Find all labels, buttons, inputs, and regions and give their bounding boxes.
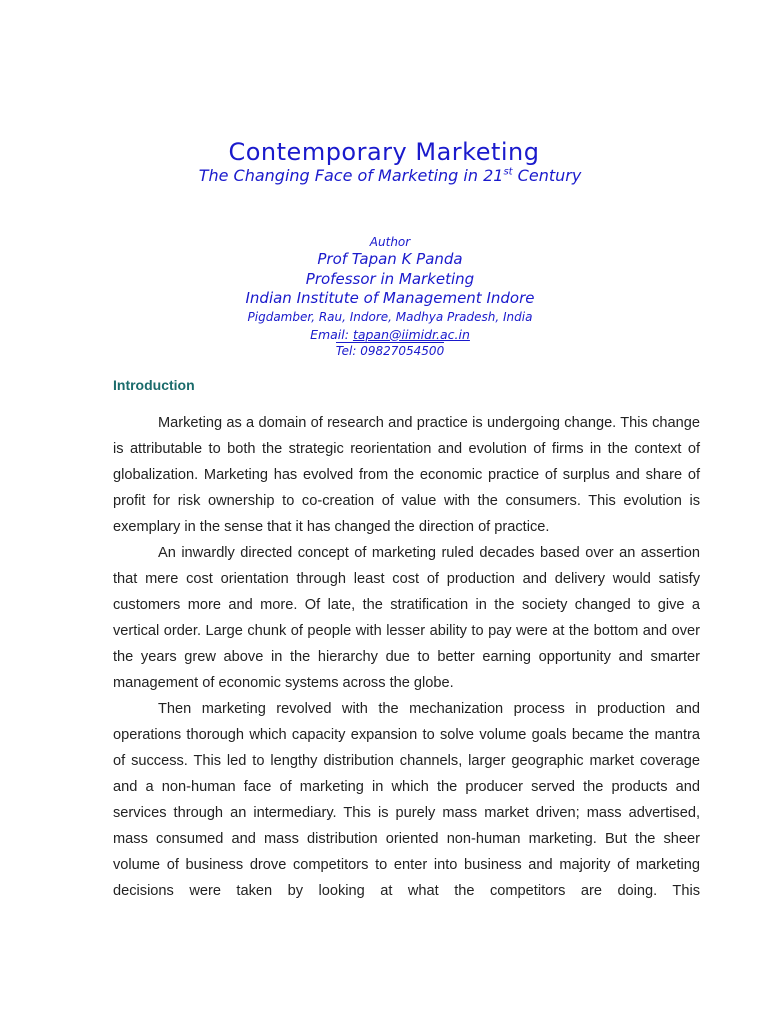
author-address: Pigdamber, Rau, Indore, Madhya Pradesh, India [247, 309, 533, 324]
author-block [0, 234, 768, 360]
subtitle-suffix: Century [512, 166, 582, 185]
section-heading-introduction: Introduction [113, 377, 195, 393]
author-telephone [0, 343, 768, 360]
paragraph: Then marketing revolved with the mechanization process in production and operations thorough which capacity expansion to solve volume goals became the mantra of success. This led to lengthy distribution channels, larger geographic market coverage and a non-human face of marketing in which the producer served the products and services through an intermediary. This is purely mass market driven; mass advertised, mass consumed and mass distribution oriented non-human marketing. But the sheer volume of business drove competitors to enter into business and majority of marketing decisions were taken by looking at what the competitors are doing. This [113, 701, 700, 899]
author-label: Author [369, 235, 411, 249]
subtitle-superscript: st [503, 166, 513, 178]
author-name: Prof Tapan K Panda [317, 250, 463, 268]
author-role: Professor in Marketing [305, 269, 475, 288]
telephone-text: Tel: 09827054500 [335, 343, 445, 358]
paragraph: Marketing as a domain of research and practice is undergoing change. This change is attributable to both the strategic reorientation and evolution of firms in the context of globalization. Marketing has evolved from the economic practice of surplus and share of profit for risk ownership to co-creation of value with the consumers. This evolution is exemplary in the sense that it has changed the direction of practice. [113, 415, 700, 535]
body-text [113, 410, 700, 904]
subtitle-prefix: The Changing Face of Marketing in 21 [198, 166, 504, 185]
email-label: Email: [310, 326, 353, 342]
author-email-line [0, 326, 768, 343]
author-institute: Indian Institute of Management Indore [245, 289, 535, 307]
email-link[interactable]: tapan@iimidr.ac.in [352, 326, 470, 342]
paper-title: Contemporary Marketing [228, 138, 540, 166]
paragraph: An inwardly directed concept of marketing ruled decades based over an assertion that mere cost orientation through least cost of production and delivery would satisfy customers more and more. Of late, the stratification in the society changed to give a vertical order. Large chunk of people with lesser ability to pay were at the bottom and over the years grew above in the hierarchy due to better earning opportunity and smarter management of economic systems across the globe. [113, 545, 700, 691]
paper-subtitle [0, 166, 768, 185]
